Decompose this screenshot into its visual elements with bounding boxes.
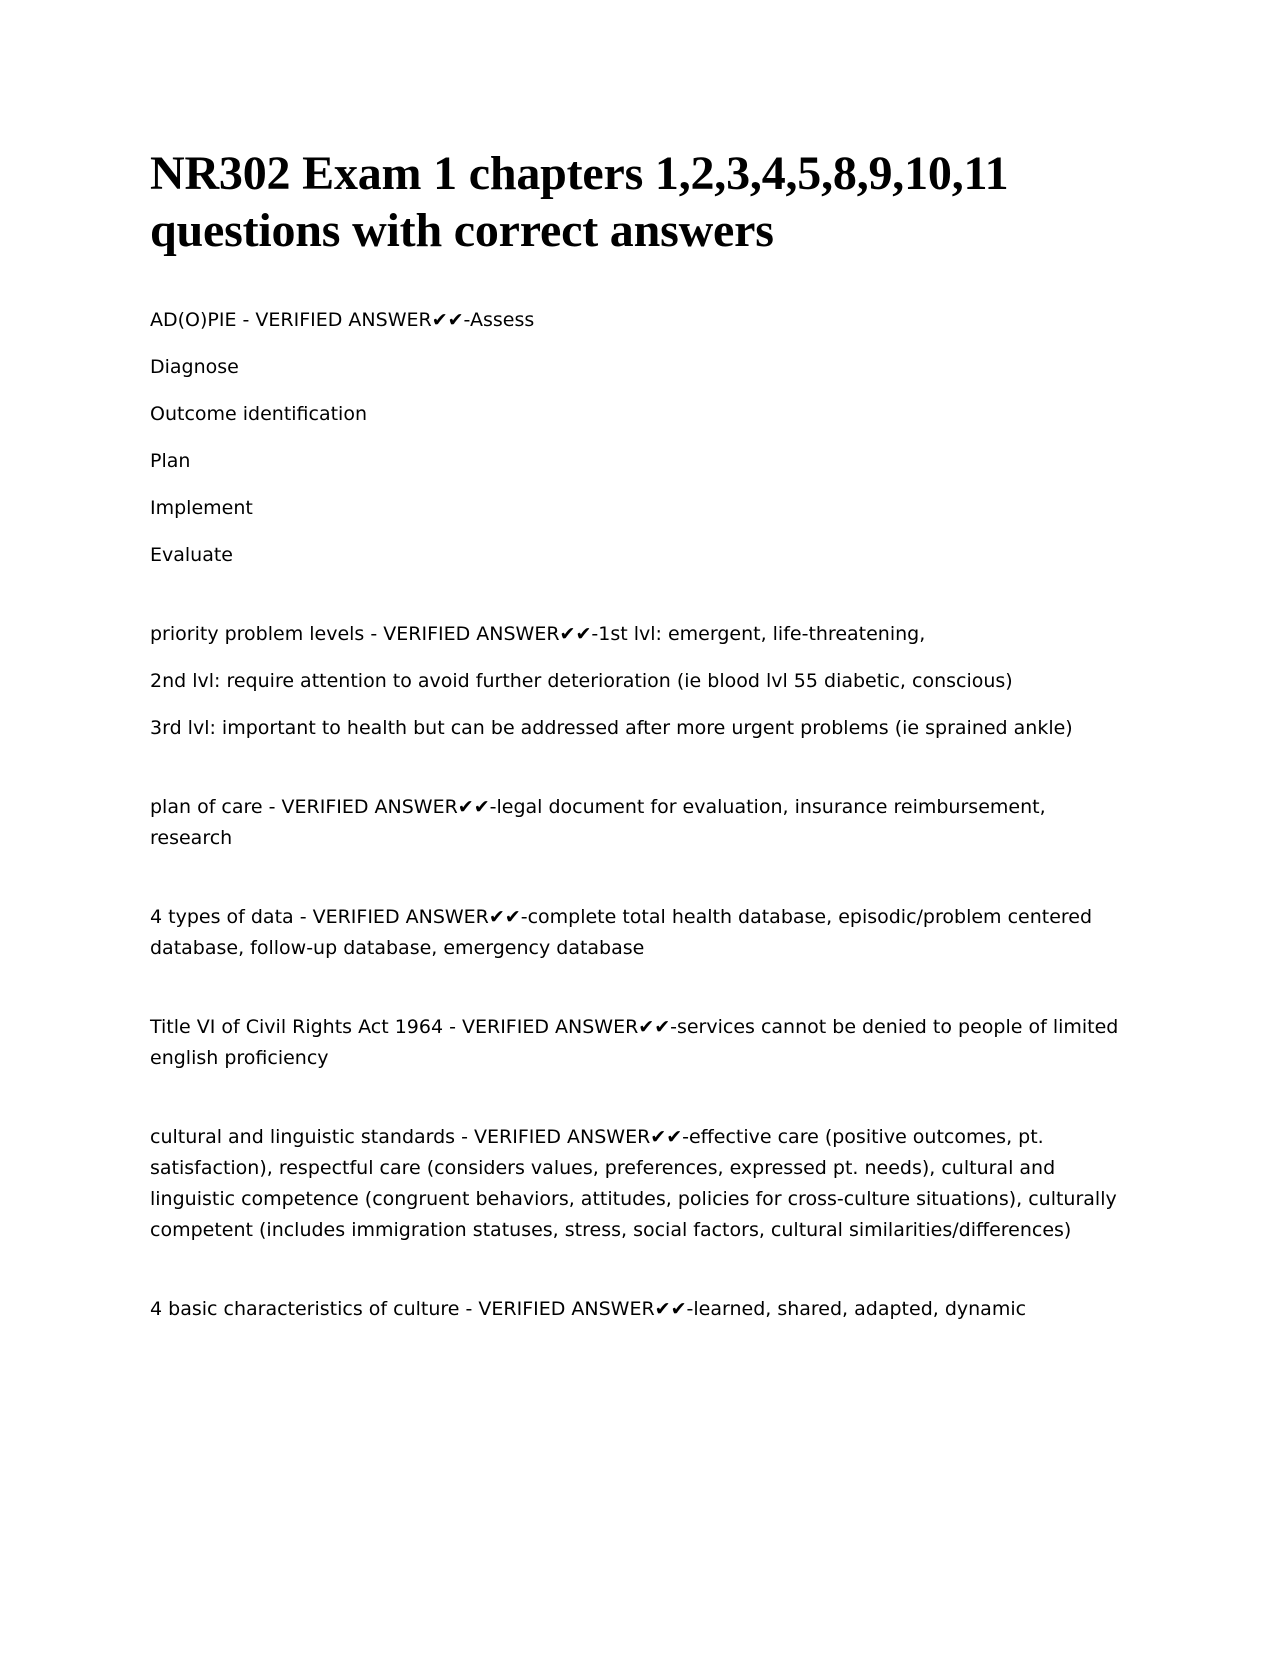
entry-plan-of-care (150, 792, 1130, 854)
document-title: NR302 Exam 1 chapters 1,2,3,4,5,8,9,10,11 questions with correct answers (150, 147, 1009, 257)
entry-line: Diagnose (150, 356, 239, 378)
entry-line: cultural and linguistic standards - VERIFIED ANSWER✔✔-effective care (positive outcomes, pt. satisfaction), respectful care (considers values, preferences, expressed pt. needs), cultural and linguistic competence (congruent behaviors, attitudes, policies for cross-culture situations), culturally competent (includes immigration statuses, stress, social factors, cultural similarities/differences) (150, 1126, 1117, 1241)
entry-line: Outcome identification (150, 403, 368, 425)
entry-line: 3rd lvl: important to health but can be addressed after more urgent problems (ie sprained ankle) (150, 717, 1073, 739)
entry-line: Evaluate (150, 544, 233, 566)
entry-priority-problem-levels (150, 619, 1130, 744)
entry-line: Implement (150, 497, 253, 519)
entry-line: plan of care - VERIFIED ANSWER✔✔-legal document for evaluation, insurance reimbursement, research (150, 796, 1046, 849)
entry-line: 4 types of data - VERIFIED ANSWER✔✔-complete total health database, episodic/problem centered database, follow-up database, emergency database (150, 906, 1093, 959)
entry-line: 4 basic characteristics of culture - VERIFIED ANSWER✔✔-learned, shared, adapted, dynamic (150, 1298, 1027, 1320)
entry-line: Plan (150, 450, 191, 472)
entry-characteristics-of-culture (150, 1294, 1130, 1325)
entry-line: AD(O)PIE - VERIFIED ANSWER✔✔-Assess (150, 309, 535, 331)
entry-line: Title VI of Civil Rights Act 1964 - VERIFIED ANSWER✔✔-services cannot be denied to people of limited english proficiency (150, 1016, 1119, 1069)
entry-types-of-data (150, 902, 1130, 964)
entry-line: 2nd lvl: require attention to avoid further deterioration (ie blood lvl 55 diabetic, conscious) (150, 670, 1013, 692)
entry-line: priority problem levels - VERIFIED ANSWER✔✔-1st lvl: emergent, life-threatening, (150, 623, 926, 645)
entry-civil-rights-act (150, 1012, 1130, 1074)
entry-cultural-linguistic-standards (150, 1122, 1130, 1246)
entry-adopie (150, 305, 1130, 571)
document-page (150, 145, 1130, 1325)
